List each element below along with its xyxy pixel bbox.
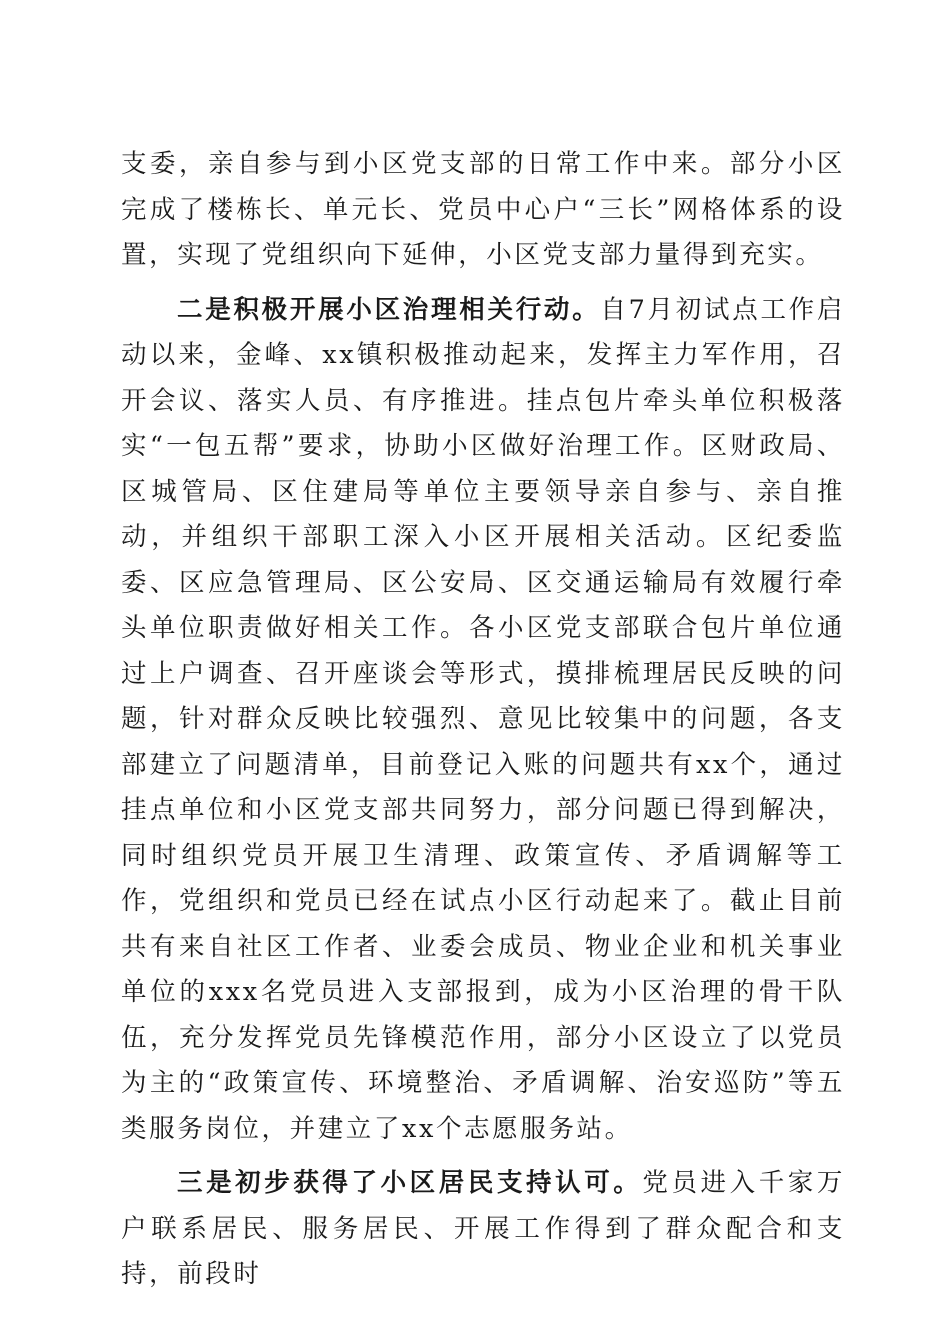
paragraph-continuation [121,142,845,279]
paragraph-heading: 三是初步获得了小区居民支持认可。 [177,1168,643,1198]
paragraph-heading: 二是积极开展小区治理相关行动。 [177,294,601,325]
paragraph-governance-actions [121,288,845,1153]
paragraph-text: 支委，亲自参与到小区党支部的日常工作中来。部分小区完成了楼栋长、单元长、党员中心户“三长”网格体系的设置，实现了党组织向下延伸，小区党支部力量得到充实。 [121,149,845,270]
document-body [121,142,845,1298]
paragraph-resident-support [121,1161,845,1298]
paragraph-text: 自7月初试点工作启动以来，金峰、xx镇积极推动起来，发挥主力军作用，召开会议、落实人员、有序推进。挂点包片牵头单位积极落实“一包五帮”要求，协助小区做好治理工作。区财政局、区城管局、区住建局等单位主要领导亲自参与、亲自推动，并组织干部职工深入小区开展相关活动。区纪委监委、区应急管理局、区公安局、区交通运输局有效履行牵头单位职责做好相关工作。各小区党支部联合包片单位通过上户调查、召开座谈会等形式，摸排梳理居民反映的问题，针对群众反映比较强烈、意见比较集中的问题，各支部建立了问题清单，目前登记入账的问题共有xx个，通过挂点单位和小区党支部共同努力，部分问题已得到解决，同时组织党员开展卫生清理、政策宣传、矛盾调解等工作，党组织和党员已经在试点小区行动起来了。截止目前共有来自社区工作者、业委会成员、物业企业和机关事业单位的xxx名党员进入支部报到，成为小区治理的骨干队伍，充分发挥党员先锋模范作用，部分小区设立了以党员为主的“政策宣传、环境整治、矛盾调解、治安巡防”等五类服务岗位，并建立了xx个志愿服务站。 [121,294,845,1144]
paragraph-text: 党员进入千家万户联系居民、服务居民、开展工作得到了群众配合和支持，前段时 [121,1168,845,1289]
